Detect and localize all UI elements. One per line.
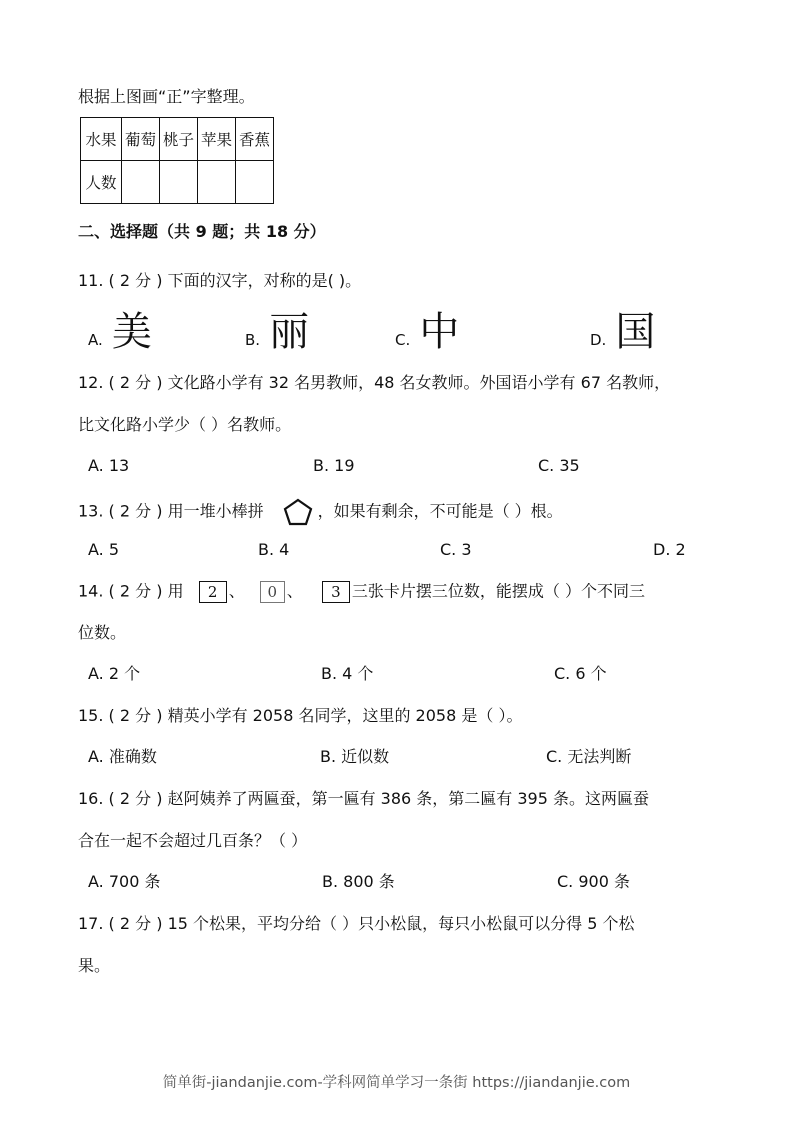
question-number: 15. <box>78 706 104 725</box>
table-cell-blank[interactable] <box>198 161 236 204</box>
option-letter: B. <box>322 872 339 891</box>
question-text: 用 <box>167 581 184 601</box>
option-text: 13 <box>108 456 130 475</box>
option-letter: A. <box>88 456 104 475</box>
option-a[interactable] <box>88 310 152 354</box>
option-letter: C. <box>440 540 457 559</box>
question-score: ( 2 分 ) <box>108 271 163 290</box>
question-text-line2: 合在一起不会超过几百条？（ ） <box>78 831 308 850</box>
option-letter: A. <box>88 331 103 349</box>
question-score: ( 2 分 ) <box>108 914 163 933</box>
option-text: 3 <box>461 540 472 559</box>
number-card: 0 <box>260 581 285 603</box>
option-b[interactable] <box>320 747 389 767</box>
option-b[interactable] <box>313 456 355 476</box>
question-number: 14. <box>78 581 104 601</box>
option-text: 800 条 <box>343 872 395 891</box>
table-cell-blank[interactable] <box>122 161 160 204</box>
table-cell: 水果 <box>81 118 122 161</box>
option-text: 丽 <box>269 309 310 355</box>
table-row <box>81 161 274 204</box>
question-text: 赵阿姨养了两匾蚕，第一匾有 386 条，第二匾有 395 条。这两匾蚕 <box>167 789 650 808</box>
question-text: 用一堆小棒拼 <box>167 501 264 521</box>
option-text: 4 个 <box>342 664 374 683</box>
option-c[interactable] <box>557 872 630 892</box>
option-letter: D. <box>653 540 671 559</box>
option-a[interactable] <box>88 872 160 892</box>
option-letter: A. <box>88 747 104 766</box>
question-17 <box>78 914 634 934</box>
option-text: 4 <box>279 540 290 559</box>
tally-table <box>80 117 274 204</box>
question-score: ( 2 分 ) <box>108 581 163 601</box>
page-footer: 简单街-jiandanjie.com-学科网简单学习一条街 https://jiandanjie.com <box>162 1075 631 1091</box>
question-number: 11. <box>78 271 104 290</box>
question-text: 文化路小学有 32 名男教师，48 名女教师。外国语小学有 67 名教师， <box>167 373 671 392</box>
option-letter: B. <box>245 331 261 349</box>
pentagon-icon <box>282 497 314 527</box>
question-number: 16. <box>78 789 104 808</box>
option-letter: B. <box>321 664 338 683</box>
table-header-row <box>81 118 274 161</box>
question-number: 17. <box>78 914 104 933</box>
question-score: ( 2 分 ) <box>108 501 163 521</box>
option-c[interactable] <box>395 310 459 354</box>
option-letter: C. <box>538 456 555 475</box>
option-d[interactable] <box>590 310 655 354</box>
option-letter: B. <box>320 747 337 766</box>
table-cell: 人数 <box>81 161 122 204</box>
question-13 <box>78 497 563 527</box>
option-d[interactable] <box>653 540 686 560</box>
option-letter: C. <box>395 331 411 349</box>
option-c[interactable] <box>554 664 607 684</box>
option-text: 2 个 <box>108 664 141 683</box>
table-cell: 葡萄 <box>122 118 160 161</box>
question-text-line2: 比文化路小学少（ ）名教师。 <box>78 415 292 434</box>
option-text: 5 <box>108 540 120 559</box>
option-c[interactable] <box>440 540 472 560</box>
question-score: ( 2 分 ) <box>108 373 163 392</box>
option-text: 近似数 <box>341 747 390 766</box>
option-letter: A. <box>88 540 104 559</box>
question-score: ( 2 分 ) <box>108 706 163 725</box>
option-a[interactable] <box>88 540 119 560</box>
option-text: 19 <box>334 456 355 475</box>
option-text: 国 <box>615 309 656 355</box>
question-text: 15 个松果，平均分给（ ）只小松鼠，每只小松鼠可以分得 5 个松 <box>167 914 635 933</box>
option-b[interactable] <box>258 540 289 560</box>
section-title: 二、选择题（共 9 题；共 18 分） <box>78 222 326 241</box>
option-letter: C. <box>546 747 563 766</box>
option-b[interactable] <box>321 664 373 684</box>
option-letter: A. <box>88 664 104 683</box>
option-letter: A. <box>88 872 104 891</box>
separator: 、 <box>228 581 245 601</box>
option-a[interactable] <box>88 456 129 476</box>
intro-text: 根据上图画“正”字整理。 <box>78 87 255 106</box>
option-text: 无法判断 <box>567 747 632 766</box>
question-number: 13. <box>78 501 104 521</box>
option-text: 美 <box>111 309 152 355</box>
table-cell: 桃子 <box>160 118 198 161</box>
question-number: 12. <box>78 373 104 392</box>
option-text: 900 条 <box>578 872 630 891</box>
option-text: 6 个 <box>575 664 607 683</box>
number-card: 2 <box>199 581 227 603</box>
option-b[interactable] <box>245 310 309 354</box>
option-letter: B. <box>258 540 275 559</box>
option-a[interactable] <box>88 664 140 684</box>
option-text: 700 条 <box>108 872 161 891</box>
option-text: 2 <box>675 540 686 559</box>
question-15 <box>78 706 522 726</box>
question-11 <box>78 271 361 291</box>
table-cell: 香蕉 <box>236 118 274 161</box>
option-letter: C. <box>557 872 574 891</box>
table-cell-blank[interactable] <box>236 161 274 204</box>
option-text: 35 <box>559 456 580 475</box>
question-text-line2: 果。 <box>78 956 111 975</box>
question-score: ( 2 分 ) <box>108 789 163 808</box>
option-b[interactable] <box>322 872 395 892</box>
question-text: 下面的汉字，对称的是( )。 <box>167 271 362 290</box>
question-text: ，如果有剩余，不可能是（ ）根。 <box>317 501 563 521</box>
option-c[interactable] <box>546 747 631 767</box>
option-c[interactable] <box>538 456 580 476</box>
question-text: 精英小学有 2058 名同学，这里的 2058 是（ ）。 <box>167 706 523 725</box>
question-14 <box>78 581 645 603</box>
question-16 <box>78 789 649 809</box>
number-card: 3 <box>322 581 350 603</box>
question-text: 三张卡片摆三位数，能摆成（ ）个不同三 <box>351 581 645 601</box>
question-12 <box>78 373 670 393</box>
option-letter: B. <box>313 456 330 475</box>
separator: 、 <box>286 581 303 601</box>
option-text: 中 <box>419 309 460 355</box>
option-letter: D. <box>590 331 607 349</box>
option-a[interactable] <box>88 747 157 767</box>
option-text: 准确数 <box>108 747 157 766</box>
table-cell-blank[interactable] <box>160 161 198 204</box>
question-text-line2: 位数。 <box>78 623 127 642</box>
option-letter: C. <box>554 664 571 683</box>
table-cell: 苹果 <box>198 118 236 161</box>
